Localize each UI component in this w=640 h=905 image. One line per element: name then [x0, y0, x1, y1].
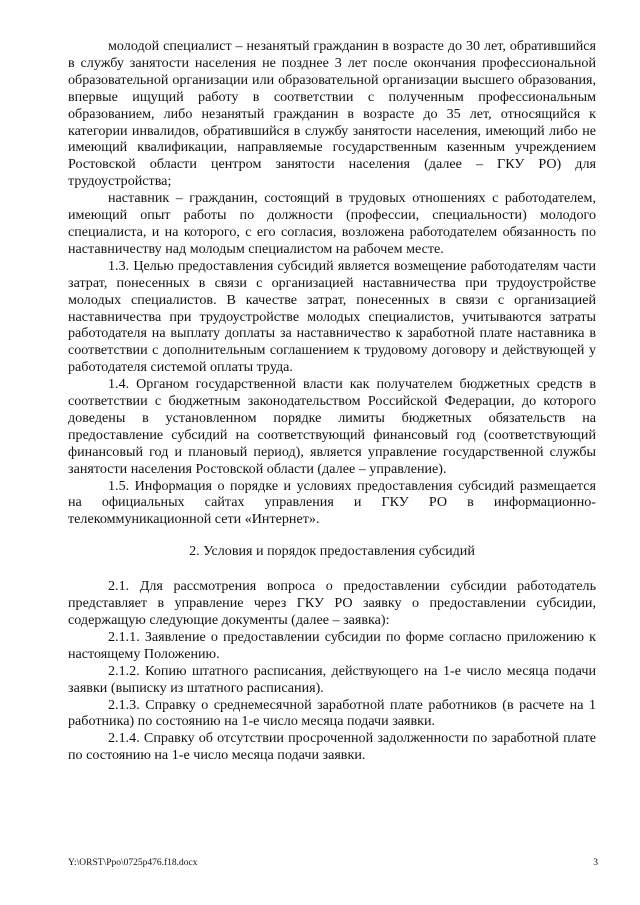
paragraph-mentor: наставник – гражданин, состоящий в трудовых отношениях с работодателем, имеющий опыт работы по должности (профессии, специальности) молодого специалиста, и на которого, с его согласия, возложена работодателем обязанность по наставничеству над молодым специалистом на рабочем месте.: [68, 190, 596, 257]
paragraph-2-1-1: 2.1.1. Заявление о предоставлении субсидии по форме согласно приложению к настоящему Положению.: [68, 628, 596, 662]
paragraph-2-1-3: 2.1.3. Справку о среднемесячной заработной плате работников (в расчете на 1 работника) по состоянию на 1-е число месяца подачи заявки.: [68, 696, 596, 730]
page-footer: [68, 858, 598, 869]
paragraph-1-4: 1.4. Органом государственной власти как получателем бюджетных средств в соответствии с бюджетным законодательством Российской Федерации, до которого доведены в установленном порядке лимиты бюджетных обязательств на предоставление субсидий на соответствующий финансовый год (соответствующий финансовый год и плановый период), является управление государственной службы занятости населения Ростовской области (далее – управление).: [68, 376, 596, 477]
section-heading: 2. Условия и порядок предоставления субсидий: [189, 543, 475, 560]
paragraph-1-3: 1.3. Целью предоставления субсидий является возмещение работодателям части затрат, понесенных в связи с организацией наставничества при трудоустройстве молодых специалистов. В качестве затрат, понесенных в связи с организацией наставничества при трудоустройстве молодых специалистов, учитываются затраты работодателя на выплату доплаты за наставничество к заработной плате наставника в соответствии с дополнительным соглашением к трудовому договору и действующей у работодателя системой оплаты труда.: [68, 257, 596, 376]
footer-page-number: 3: [593, 858, 598, 868]
footer-file-path: Y:\ORST\Ppo\0725p476.f18.docx: [68, 858, 198, 868]
paragraph-2-1-2: 2.1.2. Копию штатного расписания, действующего на 1-е число месяца подачи заявки (выписку из штатного расписания).: [68, 662, 596, 696]
paragraph-2-1-4: 2.1.4. Справку об отсутствии просроченной задолженности по заработной плате по состоянию на 1-е число месяца подачи заявки.: [68, 730, 596, 764]
paragraph-2-1: 2.1. Для рассмотрения вопроса о предоставлении субсидии работодатель представляет в управление через ГКУ РО заявку о предоставлении субсидии, содержащую следующие документы (далее – заявка):: [68, 578, 596, 628]
document-body: [68, 38, 596, 764]
paragraph-1-5: 1.5. Информация о порядке и условиях предоставления субсидий размещается на официальных сайтах управления и ГКУ РО в информационно-телекоммуникационной сети «Интернет».: [68, 477, 596, 528]
paragraph-young-specialist: молодой специалист – незанятый гражданин в возрасте до 30 лет, обратившийся в службу занятости населения не позднее 3 лет после окончания профессиональной образовательной организации или образовательной организации высшего образования, впервые ищущий работу в соответствии с полученным профессиональным образованием, либо незанятый гражданин в возрасте до 35 лет, относящийся к категории инвалидов, обратившийся в службу занятости населения, имеющий либо не имеющий квалификации, направляемые государственным казенным учреждением Ростовской области центром занятости населения (далее – ГКУ РО) для трудоустройства;: [68, 38, 596, 190]
